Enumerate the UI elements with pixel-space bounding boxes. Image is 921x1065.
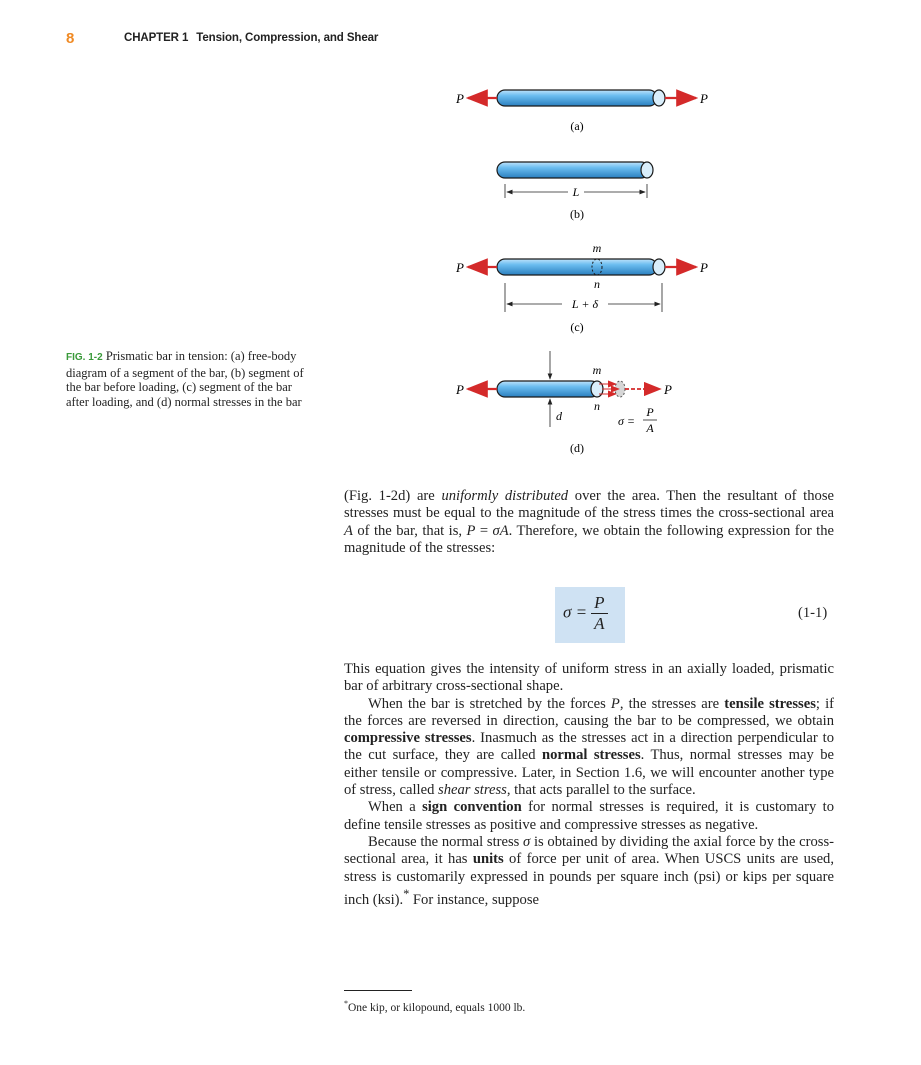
emphasis: σA bbox=[492, 522, 509, 539]
panel-label-d: (d) bbox=[570, 441, 584, 455]
term: compressive stresses bbox=[344, 730, 472, 747]
text: Because the normal stress bbox=[368, 833, 524, 850]
text: For instance, suppose bbox=[409, 891, 539, 908]
term: normal stresses bbox=[542, 747, 641, 764]
stress-formula-lhs: σ = bbox=[618, 414, 636, 428]
paragraph-tensile-compressive bbox=[344, 696, 834, 800]
text: for normal stresses is required, it is customary to define tensile stresses as positive and compressive stresses as negative. bbox=[344, 799, 835, 833]
footnote-rule bbox=[344, 990, 412, 991]
chapter-title: Tension, Compression, and Shear bbox=[196, 32, 379, 44]
panel-a bbox=[455, 90, 708, 133]
emphasis: σ bbox=[523, 833, 531, 850]
equation-numerator: P bbox=[591, 593, 607, 614]
section-n-d: n bbox=[594, 399, 600, 413]
text: . Therefore, we obtain the following expression for the magnitude of the stresses: bbox=[344, 522, 835, 556]
length-label: L bbox=[572, 185, 580, 199]
text: , the stresses are bbox=[619, 695, 725, 712]
emphasis: A bbox=[344, 522, 353, 539]
text: is obtained by dividing the axial force by the cross-sectional area, it has bbox=[344, 833, 834, 868]
paragraph-uniform-stress: This equation gives the intensity of uniform stress in an axially loaded, prismatic bar of arbitrary cross-sectional shape. bbox=[344, 661, 834, 695]
panel-d bbox=[455, 351, 672, 455]
force-label-right-a: P bbox=[700, 91, 708, 106]
elongated-length-label: L + δ bbox=[571, 297, 599, 311]
footnote-mark: * bbox=[344, 999, 348, 1008]
chapter-header bbox=[124, 32, 378, 44]
force-label-left-d: P bbox=[456, 382, 464, 397]
equation-number: (1-1) bbox=[798, 605, 828, 621]
text: ; if the forces are reversed in direction, causing the bar to be compressed, we obtain bbox=[344, 695, 834, 729]
term: tensile stresses bbox=[724, 695, 816, 712]
section-m-c: m bbox=[592, 241, 602, 255]
footnote-text: One kip, or kilopound, equals 1000 lb. bbox=[348, 1001, 526, 1014]
panel-label-b: (b) bbox=[570, 207, 584, 221]
page-number: 8 bbox=[66, 30, 75, 47]
figure-prismatic-bar bbox=[440, 80, 730, 460]
emphasis: P bbox=[466, 522, 476, 539]
equation-fraction bbox=[591, 593, 607, 634]
stress-formula-den: A bbox=[646, 421, 654, 435]
emphasis: shear stress bbox=[438, 782, 507, 799]
equation-1-1 bbox=[563, 593, 608, 634]
text: (Fig. 1-2d) are bbox=[344, 488, 442, 504]
dimension-d: d bbox=[556, 409, 562, 423]
text: of the bar, that is, bbox=[352, 522, 467, 539]
section-m-d: m bbox=[592, 363, 602, 377]
figure-caption bbox=[66, 349, 316, 409]
equation-denominator: A bbox=[594, 614, 605, 633]
footnote bbox=[344, 999, 525, 1014]
panel-label-c: (c) bbox=[570, 320, 584, 334]
section-n-c: n bbox=[594, 277, 600, 291]
text: . Thus, normal stresses may be either tensile or compressive. Later, in Section 1.6, we will encounter another type of stress, called bbox=[344, 747, 834, 799]
figure-label: FIG. 1-2 bbox=[66, 352, 103, 363]
paragraph-sign-convention bbox=[344, 799, 834, 834]
text: When a bbox=[368, 799, 423, 816]
emphasis: uniformly distributed bbox=[441, 488, 569, 504]
force-label-right-c: P bbox=[700, 260, 708, 275]
paragraph-units bbox=[344, 834, 834, 909]
panel-label-a: (a) bbox=[570, 119, 584, 133]
footnote-ref[interactable]: * bbox=[403, 886, 410, 901]
stress-formula-num: P bbox=[646, 405, 654, 419]
body-text-continued bbox=[344, 661, 834, 909]
chapter-label: CHAPTER 1 bbox=[124, 32, 189, 44]
figure-caption-text: Prismatic bar in tension: (a) free-body diagram of a segment of the bar, (b) segment of the bar before loading, (c) segment of the bar after loading, and (d) normal stresses in the bar bbox=[66, 349, 304, 409]
force-label-left-c: P bbox=[456, 260, 464, 275]
emphasis: P bbox=[610, 695, 620, 712]
force-label-left-a: P bbox=[456, 91, 464, 106]
text: , that acts parallel to the surface. bbox=[506, 782, 696, 799]
paragraph-stress-distribution bbox=[344, 488, 834, 557]
equation-lhs: σ = bbox=[563, 602, 588, 622]
text: When the bar is stretched by the forces bbox=[368, 695, 611, 712]
text: = bbox=[475, 522, 493, 539]
force-label-right-d: P bbox=[664, 382, 672, 397]
panel-c bbox=[455, 241, 708, 334]
term: sign convention bbox=[422, 799, 522, 816]
text: of force per unit of area. When USCS units are used, stress is customarily expressed in pounds per square inch (psi) or kips per square inch (ksi). bbox=[344, 851, 834, 908]
panel-b bbox=[497, 162, 653, 221]
text: over the area. Then the resultant of those stresses must be equal to the magnitude of the stress times the cross-sectional area bbox=[344, 488, 834, 522]
text: . Inasmuch as the stresses act in a direction perpendicular to the cut surface, they are called bbox=[344, 730, 834, 764]
term: units bbox=[472, 851, 504, 868]
